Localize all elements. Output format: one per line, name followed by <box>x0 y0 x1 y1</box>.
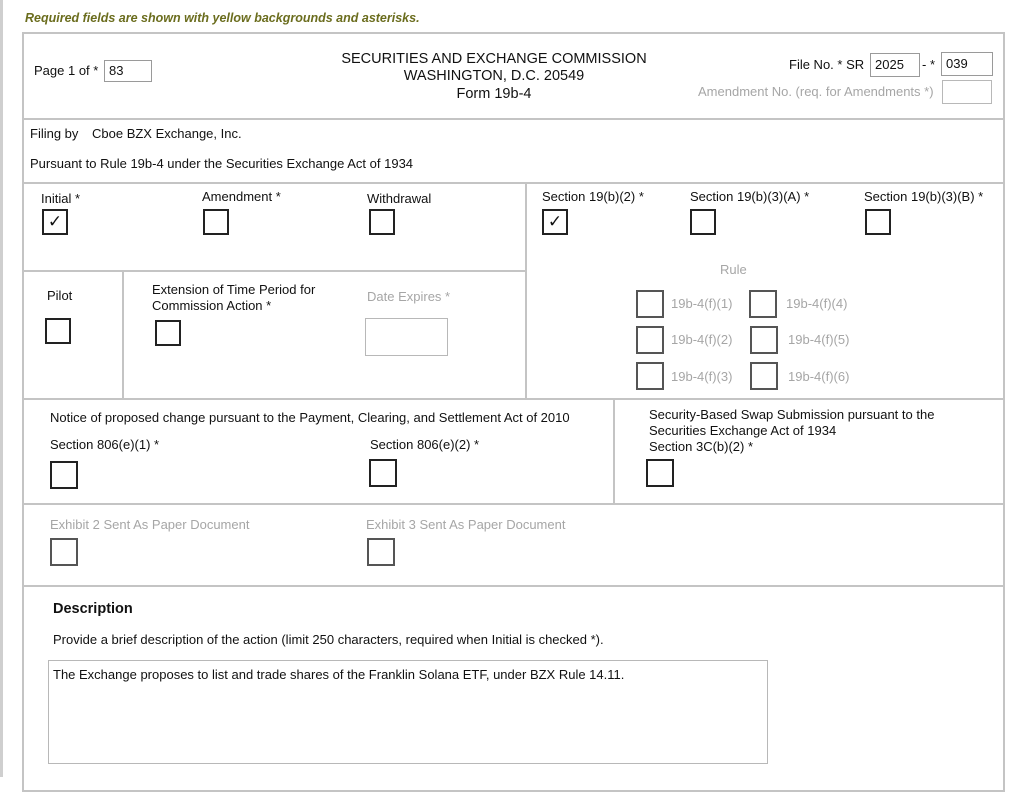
swap-label-line2: Securities Exchange Act of 1934 <box>649 423 837 438</box>
description-textarea[interactable]: The Exchange proposes to list and trade shares of the Franklin Solana ETF, under BZX Rule 14.11. <box>48 660 768 764</box>
page-total-field[interactable]: 83 <box>104 60 152 82</box>
divider-description <box>22 585 1005 587</box>
rule-19b4f6-checkbox[interactable] <box>750 362 778 390</box>
divider-clearing <box>22 398 1005 400</box>
page-left-edge <box>0 0 3 777</box>
agency-city: WASHINGTON, D.C. 20549 <box>403 68 585 84</box>
agency-name: SECURITIES AND EXCHANGE COMMISSION <box>341 51 647 67</box>
section-19b2-label: Section 19(b)(2) * <box>542 189 644 204</box>
section-19b3a-checkbox[interactable] <box>690 209 716 235</box>
withdrawal-label: Withdrawal <box>367 191 432 206</box>
file-year-field[interactable]: 2025 <box>870 53 920 77</box>
clearing-notice: Notice of proposed change pursuant to the Payment, Clearing, and Settlement Act of 2010 <box>50 410 570 425</box>
file-number-field[interactable]: 039 <box>941 52 993 76</box>
rule-19b4f2-label: 19b-4(f)(2) <box>671 332 733 347</box>
exhibit3-checkbox[interactable] <box>367 538 395 566</box>
divider-clearing-swap <box>613 398 615 504</box>
date-expires-label: Date Expires * <box>367 289 451 304</box>
rule-19b4f3-label: 19b-4(f)(3) <box>671 369 733 384</box>
swap-label-line1: Security-Based Swap Submission pursuant to the <box>649 407 935 422</box>
exhibit3-label: Exhibit 3 Sent As Paper Document <box>366 517 566 532</box>
description-instruction: Provide a brief description of the action (limit 250 characters, required when Initial is checked *). <box>53 632 604 647</box>
rule-19b4f5-label: 19b-4(f)(5) <box>788 332 850 347</box>
description-title: Description <box>53 601 133 617</box>
rule-19b4f1-label: 19b-4(f)(1) <box>671 296 733 311</box>
section-19b3b-checkbox[interactable] <box>865 209 891 235</box>
pursuant-rule-text: Pursuant to Rule 19b-4 under the Securities Exchange Act of 1934 <box>30 156 414 171</box>
amendment-label: Amendment * <box>202 189 281 204</box>
rule-19b4f3-checkbox[interactable] <box>636 362 664 390</box>
rule-19b4f6-label: 19b-4(f)(6) <box>788 369 850 384</box>
amendment-checkbox[interactable] <box>203 209 229 235</box>
section-19b2-checkbox[interactable]: ✓ <box>542 209 568 235</box>
divider-type-sections <box>525 182 527 398</box>
rule-19b4f1-checkbox[interactable] <box>636 290 664 318</box>
section-806e1-label: Section 806(e)(1) * <box>50 437 160 452</box>
divider-exhibits <box>22 503 1005 505</box>
rule-19b4f4-checkbox[interactable] <box>749 290 777 318</box>
rule-19b4f5-checkbox[interactable] <box>750 326 778 354</box>
extension-checkbox[interactable] <box>155 320 181 346</box>
extension-label-line1: Extension of Time Period for <box>152 282 316 297</box>
required-fields-notice: Required fields are shown with yellow backgrounds and asterisks. <box>25 11 420 25</box>
divider-filing <box>22 182 1005 184</box>
swap-label-line3: Section 3C(b)(2) * <box>649 439 754 454</box>
file-separator: - * <box>922 57 935 72</box>
section-806e2-checkbox[interactable] <box>369 459 397 487</box>
swap-checkbox[interactable] <box>646 459 674 487</box>
divider-pilot-extension <box>122 270 124 398</box>
divider-header <box>22 118 1005 120</box>
section-19b3a-label: Section 19(b)(3)(A) * <box>690 189 810 204</box>
rule-19b4f4-label: 19b-4(f)(4) <box>786 296 848 311</box>
rule-19b4f2-checkbox[interactable] <box>636 326 664 354</box>
filing-by-label: Filing by <box>30 126 79 141</box>
rule-title: Rule <box>720 262 747 277</box>
pilot-label: Pilot <box>47 288 73 303</box>
file-no-label: File No. * SR <box>789 57 865 72</box>
exhibit2-checkbox[interactable] <box>50 538 78 566</box>
amendment-no-label: Amendment No. (req. for Amendments *) <box>698 84 934 99</box>
withdrawal-checkbox[interactable] <box>369 209 395 235</box>
initial-checkbox[interactable]: ✓ <box>42 209 68 235</box>
divider-pilot <box>22 270 527 272</box>
filer-name: Cboe BZX Exchange, Inc. <box>92 126 242 141</box>
form-name: Form 19b-4 <box>456 86 532 102</box>
extension-label-line2: Commission Action * <box>152 298 272 313</box>
page-label: Page 1 of * <box>34 63 99 78</box>
section-806e2-label: Section 806(e)(2) * <box>370 437 480 452</box>
section-19b3b-label: Section 19(b)(3)(B) * <box>864 189 984 204</box>
section-806e1-checkbox[interactable] <box>50 461 78 489</box>
amendment-no-field[interactable] <box>942 80 992 104</box>
pilot-checkbox[interactable] <box>45 318 71 344</box>
exhibit2-label: Exhibit 2 Sent As Paper Document <box>50 517 250 532</box>
initial-label: Initial * <box>41 191 81 206</box>
date-expires-field[interactable] <box>365 318 448 356</box>
